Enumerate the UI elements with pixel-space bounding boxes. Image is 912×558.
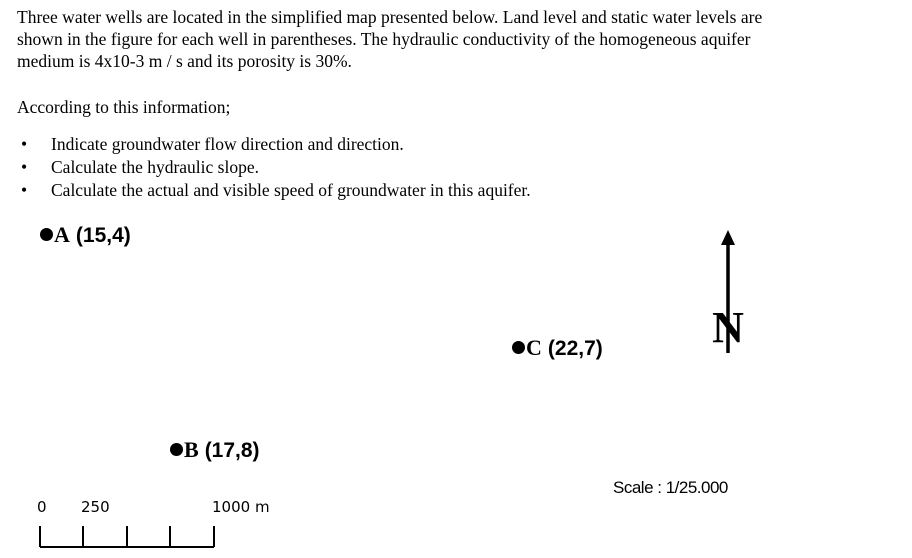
scale-bar (35, 522, 220, 552)
map-scale: Scale : 1/25.000 (613, 478, 728, 497)
well-dot-icon (40, 228, 53, 241)
list-item (0, 179, 531, 202)
scale-bar-label-start: 0 (37, 498, 47, 516)
well-c (512, 335, 603, 361)
well-a (40, 222, 131, 248)
task-text: Calculate the hydraulic slope. (51, 157, 259, 177)
list-item (0, 156, 531, 179)
bullet-icon: • (21, 180, 28, 200)
bullet-icon: • (21, 134, 28, 154)
well-dot-icon (170, 443, 183, 456)
north-letter: N (712, 303, 744, 352)
task-text: Indicate groundwater flow direction and direction. (51, 134, 404, 154)
bullet-icon: • (21, 157, 28, 177)
north-arrow-icon (696, 226, 776, 358)
well-c-label: C (526, 335, 542, 360)
task-text: Calculate the actual and visible speed of groundwater in this aquifer. (51, 180, 531, 200)
well-dot-icon (512, 341, 525, 354)
well-b-label: B (184, 437, 199, 462)
well-a-values: (15,4) (75, 224, 131, 247)
well-c-values: (22,7) (547, 337, 603, 360)
task-list (0, 133, 531, 202)
north-arrowhead (721, 230, 735, 245)
problem-lead: According to this information; (17, 97, 231, 117)
well-a-label: A (54, 222, 70, 247)
problem-intro: Three water wells are located in the simplified map presented below. Land level and static water levels are shown in the figure for each well in parentheses. The hydraulic conductivity of the homogeneous aquifer medium is 4x10-3 m / s and its porosity is 30%. (17, 7, 763, 71)
well-b (170, 437, 260, 463)
well-b-values: (17,8) (204, 439, 260, 462)
scale-bar-label-tick: 250 (81, 498, 110, 516)
list-item (0, 133, 531, 156)
scale-bar-label-end: 1000 m (212, 498, 270, 516)
